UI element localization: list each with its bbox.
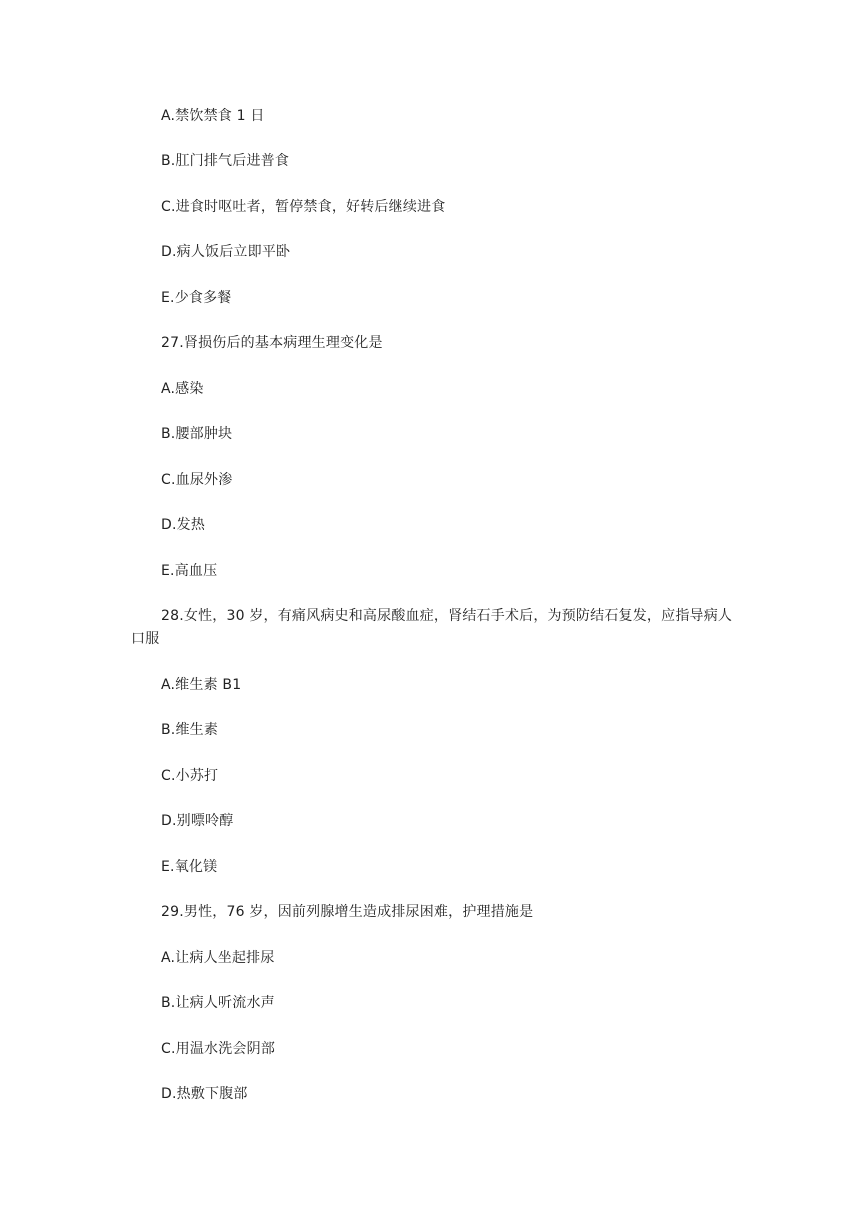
option-e-q26: E.少食多餐 — [161, 290, 232, 306]
option-a-q29: A.让病人坐起排尿 — [161, 950, 275, 966]
question-28: 28.女性，30 岁，有痛风病史和高尿酸血症，肾结石手术后，为预防结石复发，应指导病人口服 — [131, 608, 733, 647]
option-e-q27: E.高血压 — [161, 563, 218, 579]
option-b-q29: B.让病人听流水声 — [161, 995, 275, 1011]
question-29: 29.男性，76 岁，因前列腺增生造成排尿困难，护理措施是 — [161, 904, 534, 920]
option-a-q27: A.感染 — [161, 381, 204, 397]
option-d-q27: D.发热 — [161, 517, 206, 533]
option-c-q28: C.小苏打 — [161, 768, 219, 784]
option-e-q28: E.氧化镁 — [161, 859, 218, 875]
option-b-q28: B.维生素 — [161, 722, 219, 738]
option-a-q26: A.禁饮禁食 1 日 — [161, 108, 265, 124]
option-a-q28: A.维生素 B1 — [161, 677, 242, 693]
option-c-q26: C.进食时呕吐者，暂停禁食，好转后继续进食 — [161, 199, 446, 215]
option-c-q29: C.用温水洗会阴部 — [161, 1041, 276, 1057]
option-d-q26: D.病人饭后立即平卧 — [161, 244, 291, 260]
question-27: 27.肾损伤后的基本病理生理变化是 — [161, 335, 383, 351]
option-d-q29: D.热敷下腹部 — [161, 1086, 248, 1102]
option-b-q26: B.肛门排气后进普食 — [161, 153, 290, 169]
option-b-q27: B.腰部肿块 — [161, 426, 233, 442]
option-c-q27: C.血尿外渗 — [161, 472, 233, 488]
option-d-q28: D.别嘌呤醇 — [161, 813, 234, 829]
